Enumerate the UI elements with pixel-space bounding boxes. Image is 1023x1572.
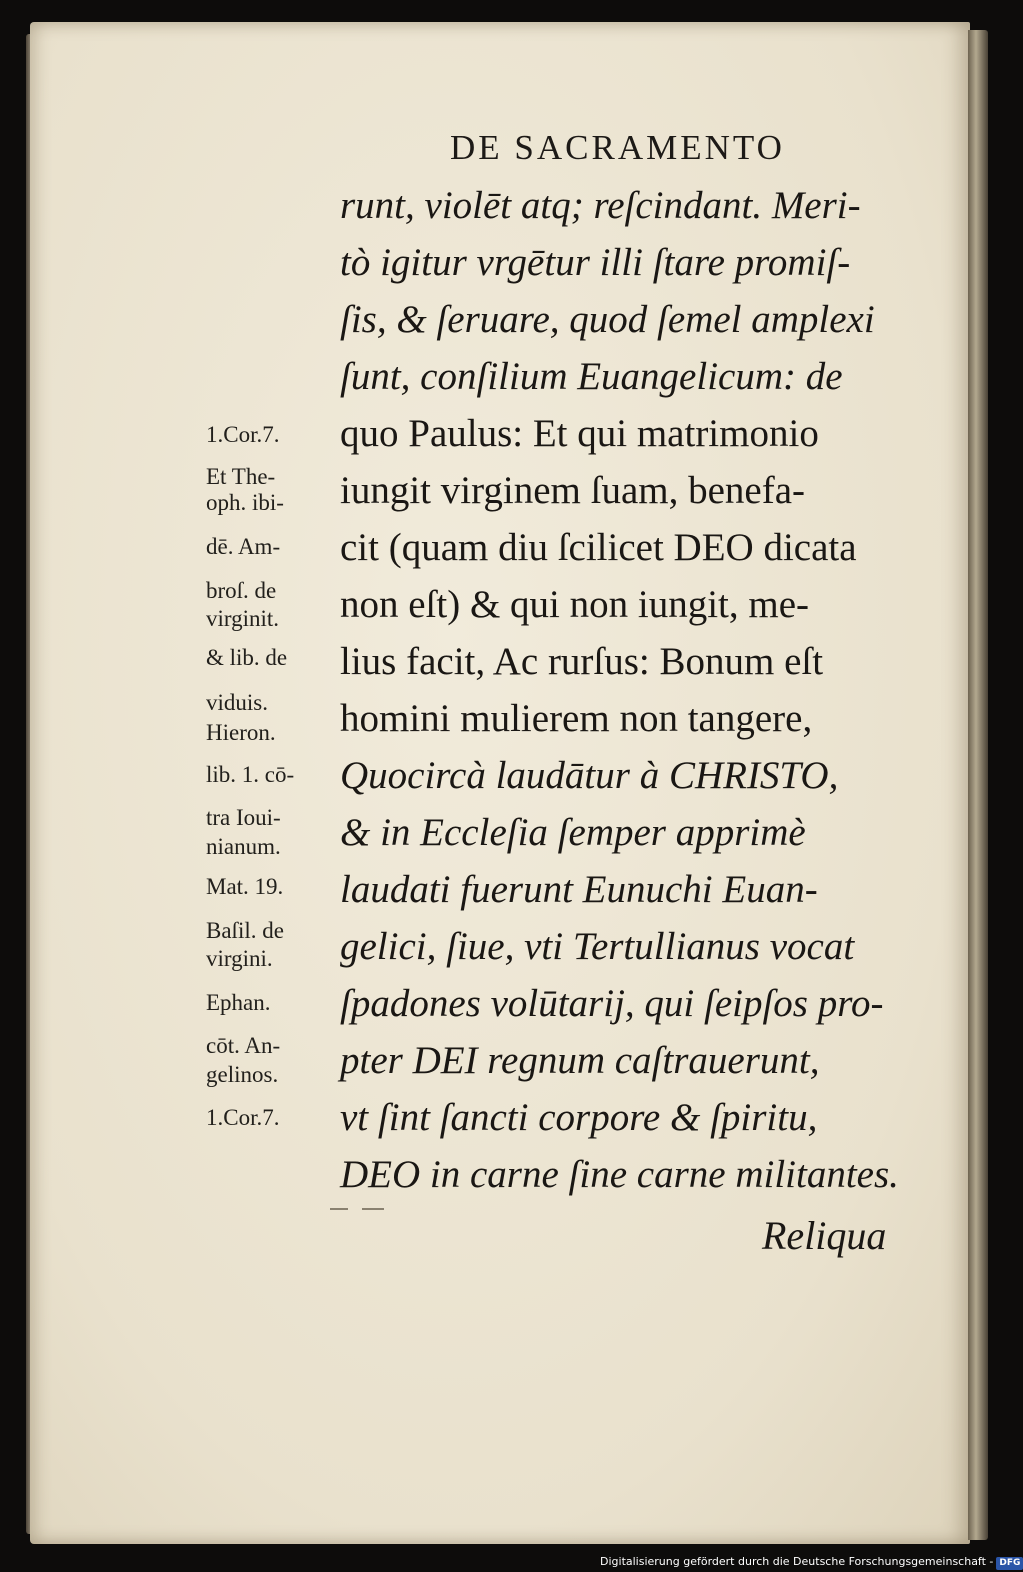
running-head: DE SACRAMENTO [450, 128, 785, 167]
text-line: ſunt, conſilium Euangelicum: de [340, 355, 843, 398]
text-line: iungit virginem ſuam, benefa- [340, 469, 805, 512]
margin-note: tra Ioui- [206, 805, 281, 830]
margin-note: virgini. [206, 946, 273, 971]
page-fore-edge [968, 30, 988, 1540]
margin-note: dē. Am- [206, 534, 281, 559]
text-line: & in Eccleſia ſemper apprimè [340, 811, 806, 854]
margin-note: nianum. [206, 834, 281, 859]
funding-footer [600, 1553, 1021, 1571]
margin-note: Mat. 19. [206, 874, 284, 899]
divider [330, 1208, 348, 1210]
margin-note: Ephan. [206, 990, 271, 1015]
margin-note: & lib. de [206, 645, 288, 670]
footer-text: Digitalisierung gefördert durch die Deutsche Forschungsgemeinschaft - [600, 1555, 994, 1568]
text-line: quo Paulus: Et qui matrimonio [340, 412, 819, 455]
divider [362, 1208, 384, 1210]
margin-note: Hieron. [206, 720, 276, 745]
margin-note: oph. ibi- [206, 490, 284, 515]
text-line: vt ſint ſancti corpore & ſpiritu, [340, 1096, 818, 1139]
text-line: gelici, ſiue, vti Tertullianus vocat [340, 925, 855, 968]
dfg-logo: DFG [996, 1557, 1023, 1570]
margin-note: gelinos. [206, 1062, 279, 1087]
margin-note: viduis. [206, 690, 268, 715]
text-line: ſis, & ſeruare, quod ſemel amplexi [340, 298, 875, 341]
text-line: ſpadones volūtarij, qui ſeipſos pro- [340, 982, 884, 1025]
text-line: laudati fuerunt Eunuchi Euan- [340, 868, 818, 911]
margin-note: broſ. de [206, 578, 277, 603]
margin-note: lib. 1. cō- [206, 762, 295, 787]
margin-note: virginit. [206, 606, 280, 631]
text-line: DEO in carne ſine carne militantes. [340, 1153, 899, 1196]
catchword: Reliqua [762, 1213, 887, 1258]
text-line: runt, violēt atq; reſcindant. Meri- [340, 184, 861, 227]
text-line: Quocircà laudātur à CHRISTO, [340, 754, 839, 797]
margin-note: Baſil. de [206, 918, 284, 943]
text-line: pter DEI regnum caſtrauerunt, [340, 1039, 820, 1082]
text-line: tò igitur vrgētur illi ſtare promiſ- [340, 241, 851, 284]
text-line: homini mulierem non tangere, [340, 697, 813, 740]
text-line: cit (quam diu ſcilicet DEO dicata [340, 526, 857, 569]
margin-note: 1.Cor.7. [206, 422, 280, 447]
margin-note: cōt. An- [206, 1033, 281, 1058]
text-line: non eſt) & qui non iungit, me- [340, 583, 810, 626]
text-line: lius facit, Ac rurſus: Bonum eſt [340, 640, 824, 683]
margin-note: Et The- [206, 464, 276, 489]
margin-note: 1.Cor.7. [206, 1105, 280, 1130]
